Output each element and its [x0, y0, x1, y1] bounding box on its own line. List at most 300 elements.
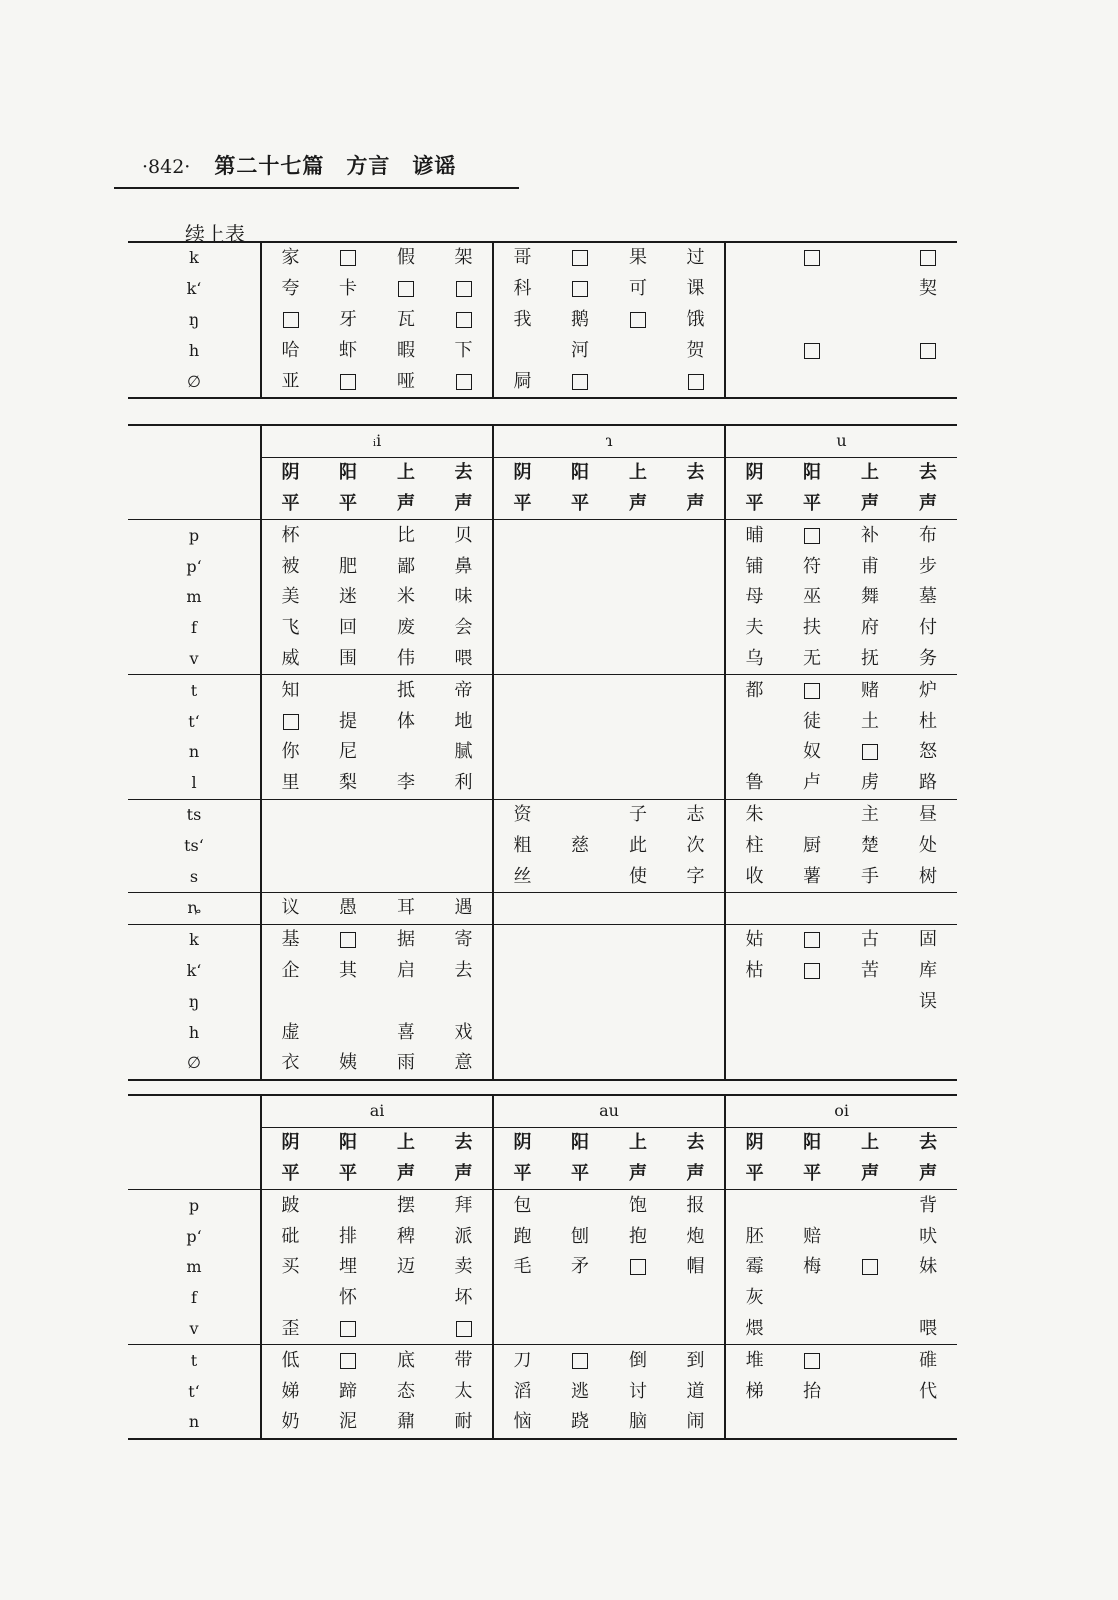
initial-label: k — [128, 924, 261, 955]
table-row — [128, 1048, 957, 1080]
char-cell — [551, 861, 609, 892]
missing-char-box-icon — [340, 932, 356, 948]
initial-label: t — [128, 1345, 261, 1376]
char-cell: 态 — [397, 1380, 415, 1402]
char-cell: 娣 — [261, 1376, 319, 1407]
char-cell — [783, 986, 841, 1017]
char-cell — [841, 1190, 899, 1221]
char-cell — [667, 644, 725, 675]
char-cell: 利 — [454, 772, 473, 794]
char-cell — [783, 305, 841, 336]
char-cell: 恼 — [493, 1407, 551, 1439]
char-cell: 树 — [919, 865, 938, 887]
char-cell — [551, 1017, 609, 1048]
char-cell — [725, 986, 783, 1017]
char-cell: 姨 — [319, 1048, 377, 1080]
tone-label: 阳 — [803, 462, 822, 484]
char-cell: 铺 — [725, 551, 783, 582]
char-cell: 太 — [454, 1380, 473, 1402]
missing-char-box-icon — [630, 1259, 646, 1275]
char-cell: 跷 — [551, 1407, 609, 1439]
table-row — [128, 830, 957, 861]
char-cell: 跛 — [261, 1190, 319, 1221]
tone-label: 声 — [377, 489, 435, 520]
char-cell: 苦 — [861, 959, 880, 981]
missing-char-box — [261, 305, 319, 336]
char-cell: 果 — [609, 242, 667, 274]
char-cell — [435, 986, 493, 1017]
char-cell: 库 — [919, 959, 938, 981]
char-cell — [783, 1407, 841, 1439]
char-cell: 粗 — [493, 830, 551, 861]
char-cell: 夸 — [261, 274, 319, 305]
char-cell: 带 — [435, 1345, 493, 1376]
char-cell — [725, 366, 783, 398]
char-cell — [551, 892, 609, 924]
char-cell: 舞 — [861, 586, 880, 608]
page-number: ·842· — [142, 156, 191, 178]
char-cell — [899, 1017, 957, 1048]
missing-char-box — [783, 520, 841, 551]
missing-char-box-icon — [572, 281, 588, 297]
final-header: oi — [725, 1095, 957, 1127]
char-cell — [841, 366, 899, 398]
tone-label: 平 — [493, 1159, 551, 1190]
char-cell — [319, 675, 377, 706]
char-cell: 手 — [861, 865, 880, 887]
missing-char-box-icon — [920, 343, 936, 359]
char-cell: 耳 — [377, 892, 435, 924]
tone-label: 平 — [551, 489, 609, 520]
tone-label: 声 — [841, 489, 899, 520]
char-cell: 碓 — [899, 1345, 957, 1376]
tone-label: 声 — [609, 1159, 667, 1190]
char-cell — [841, 892, 899, 924]
char-cell — [667, 706, 725, 737]
char-cell — [609, 520, 667, 551]
missing-char-box — [609, 305, 667, 336]
char-cell: 赌 — [841, 675, 899, 706]
char-cell: 贝 — [454, 524, 473, 546]
char-cell — [667, 613, 725, 644]
char-cell: 可 — [629, 278, 647, 300]
dialect-table-2 — [128, 424, 957, 1081]
char-cell: 路 — [919, 772, 938, 794]
missing-char-box-icon — [804, 250, 820, 266]
char-cell: 屙 — [493, 366, 551, 398]
tone-label: 阴 — [493, 1127, 551, 1158]
char-cell — [261, 799, 319, 830]
char-cell: 卡 — [339, 278, 357, 300]
char-cell — [609, 644, 667, 675]
char-cell: 背 — [919, 1194, 938, 1216]
missing-char-box-icon — [804, 528, 820, 544]
missing-char-box-icon — [398, 281, 414, 297]
tone-label: 去 — [686, 1132, 705, 1154]
char-cell — [493, 956, 551, 987]
dialect-table-3 — [128, 1094, 957, 1440]
char-cell: 伟 — [397, 647, 415, 669]
tone-label: 声 — [609, 489, 667, 520]
table-row — [128, 1283, 957, 1314]
char-cell — [551, 1314, 609, 1345]
char-cell: 比 — [397, 524, 415, 546]
tone-label: 上 — [861, 1132, 880, 1154]
char-cell — [377, 1283, 435, 1314]
char-cell: 煨 — [725, 1314, 783, 1345]
char-cell: 奶 — [261, 1407, 319, 1439]
char-cell: 代 — [919, 1380, 938, 1402]
char-cell: 逃 — [571, 1380, 590, 1402]
char-cell — [551, 768, 609, 799]
char-cell: 喂 — [919, 1317, 938, 1339]
char-cell: 知 — [261, 675, 319, 706]
tone-label: 平 — [319, 489, 377, 520]
char-cell — [493, 520, 551, 551]
char-cell — [551, 613, 609, 644]
char-cell: 母 — [725, 582, 783, 613]
char-cell — [841, 274, 899, 305]
table-row — [128, 274, 957, 305]
char-cell — [493, 551, 551, 582]
char-cell: 河 — [571, 339, 589, 361]
char-cell: 帽 — [686, 1256, 705, 1278]
table-row — [128, 1407, 957, 1439]
char-cell — [783, 1017, 841, 1048]
tone-label: 去 — [919, 1132, 938, 1154]
char-cell: 徒 — [803, 710, 822, 732]
dialect-table-1 — [128, 241, 957, 399]
missing-char-box-icon — [920, 250, 936, 266]
table-row — [128, 924, 957, 955]
char-cell: 杯 — [261, 520, 319, 551]
initial-label: l — [191, 773, 197, 793]
char-cell — [783, 1190, 841, 1221]
char-cell — [725, 737, 783, 768]
char-cell: 稗 — [397, 1225, 415, 1247]
initial-label: v — [189, 1318, 199, 1338]
char-cell — [551, 706, 609, 737]
char-cell — [609, 956, 667, 987]
char-cell — [551, 986, 609, 1017]
char-cell: 梨 — [339, 772, 357, 794]
char-cell: 歪 — [261, 1314, 319, 1345]
char-cell: 贺 — [686, 339, 705, 361]
char-cell: 柱 — [725, 830, 783, 861]
char-cell — [841, 1376, 899, 1407]
tone-label: 阳 — [571, 462, 590, 484]
char-cell — [551, 924, 609, 955]
char-cell: 意 — [435, 1048, 493, 1080]
char-cell — [899, 1048, 957, 1080]
char-cell: 资 — [493, 799, 551, 830]
tone-label: 阳 — [339, 462, 357, 484]
char-cell: 墓 — [919, 586, 938, 608]
char-cell: 愚 — [319, 892, 377, 924]
tone-label: 声 — [841, 1159, 899, 1190]
char-cell: 倒 — [609, 1345, 667, 1376]
char-cell: 胚 — [725, 1221, 783, 1252]
missing-char-box-icon — [283, 312, 299, 328]
missing-char-box — [551, 1345, 609, 1376]
char-cell: 议 — [261, 892, 319, 924]
char-cell — [899, 1283, 957, 1314]
initial-label: s — [189, 866, 199, 886]
initial-label: k — [128, 242, 261, 274]
header-rule — [114, 187, 519, 189]
missing-char-box-icon — [456, 281, 472, 297]
table-row — [128, 644, 957, 675]
missing-char-box — [435, 366, 493, 398]
missing-char-box — [377, 274, 435, 305]
tone-label: 阴 — [493, 457, 551, 488]
char-cell: 脑 — [609, 1407, 667, 1439]
char-cell: 买 — [261, 1252, 319, 1283]
final-header: au — [493, 1095, 725, 1127]
char-cell — [725, 1190, 783, 1221]
missing-char-box — [261, 706, 319, 737]
char-cell: 提 — [339, 710, 357, 732]
missing-char-box — [435, 305, 493, 336]
char-cell: 步 — [919, 555, 938, 577]
char-cell — [725, 274, 783, 305]
initial-label: tʻ — [188, 711, 200, 731]
missing-char-box-icon — [804, 963, 820, 979]
char-cell: 误 — [919, 990, 938, 1012]
char-cell — [493, 1017, 551, 1048]
char-cell: 假 — [377, 242, 435, 274]
char-cell: 霉 — [725, 1252, 783, 1283]
tone-label: 去 — [454, 1132, 473, 1154]
char-cell — [493, 737, 551, 768]
char-cell: 地 — [454, 710, 473, 732]
missing-char-box-icon — [862, 744, 878, 760]
table-row — [128, 1252, 957, 1283]
char-cell: 付 — [919, 617, 938, 639]
char-cell — [435, 799, 493, 830]
final-header: ɿ — [493, 425, 725, 457]
table-row — [128, 861, 957, 892]
char-cell: 虚 — [261, 1017, 319, 1048]
char-cell — [609, 582, 667, 613]
char-cell: 哥 — [493, 242, 551, 274]
missing-char-box-icon — [804, 683, 820, 699]
char-cell: 甫 — [861, 555, 880, 577]
char-cell — [667, 1048, 725, 1080]
char-cell — [609, 706, 667, 737]
char-cell — [725, 892, 783, 924]
char-cell: 埋 — [339, 1256, 357, 1278]
initial-label: pʻ — [186, 1226, 202, 1246]
char-cell — [783, 366, 841, 398]
char-cell: 都 — [725, 675, 783, 706]
char-cell: 派 — [454, 1225, 473, 1247]
missing-char-box — [319, 1314, 377, 1345]
char-cell: 排 — [339, 1225, 357, 1247]
char-cell — [667, 956, 725, 987]
char-cell: 迷 — [339, 586, 357, 608]
char-cell: 符 — [803, 555, 822, 577]
tone-label: 声 — [899, 1159, 957, 1190]
char-cell — [493, 892, 551, 924]
char-cell: 体 — [397, 710, 415, 732]
char-cell — [319, 799, 377, 830]
char-cell — [899, 1407, 957, 1439]
char-cell — [841, 1345, 899, 1376]
initial-label: ∅ — [128, 366, 261, 398]
tone-label: 平 — [261, 489, 319, 520]
table-row — [128, 706, 957, 737]
char-cell — [725, 1017, 783, 1048]
missing-char-box-icon — [340, 1321, 356, 1337]
char-cell: 薯 — [803, 865, 822, 887]
tone-label: 平 — [725, 1159, 783, 1190]
char-cell — [551, 582, 609, 613]
table-row — [128, 675, 957, 706]
char-cell: 楚 — [861, 834, 880, 856]
char-cell: 寄 — [435, 924, 493, 955]
tone-label: 上 — [629, 462, 648, 484]
char-cell: 主 — [841, 799, 899, 830]
tone-label: 去 — [919, 462, 938, 484]
tone-label: 上 — [397, 1132, 415, 1154]
char-cell: 姑 — [725, 924, 783, 955]
missing-char-box — [783, 924, 841, 955]
table-row — [128, 582, 957, 613]
char-cell — [319, 830, 377, 861]
char-cell: 处 — [919, 834, 938, 856]
char-cell — [609, 366, 667, 398]
char-cell — [725, 1048, 783, 1080]
missing-char-box — [783, 956, 841, 987]
char-cell: 补 — [861, 524, 880, 546]
char-cell — [551, 1190, 609, 1221]
char-cell — [551, 675, 609, 706]
missing-char-box-icon — [340, 374, 356, 390]
char-cell — [493, 335, 551, 366]
char-cell — [609, 1048, 667, 1080]
initial-label: pʻ — [186, 556, 202, 576]
char-cell: 灰 — [725, 1283, 783, 1314]
char-cell — [551, 1048, 609, 1080]
char-cell: 底 — [377, 1345, 435, 1376]
char-cell — [609, 1314, 667, 1345]
tone-label: 声 — [377, 1159, 435, 1190]
char-cell: 收 — [725, 861, 783, 892]
char-cell — [667, 768, 725, 799]
tone-label: 上 — [629, 1132, 648, 1154]
tone-label: 平 — [725, 489, 783, 520]
char-cell: 据 — [377, 924, 435, 955]
char-cell: 家 — [261, 242, 319, 274]
char-cell: 抱 — [629, 1225, 648, 1247]
char-cell: 虾 — [339, 339, 357, 361]
char-cell — [551, 551, 609, 582]
char-cell — [609, 892, 667, 924]
table-row — [128, 799, 957, 830]
char-cell: 晡 — [725, 520, 783, 551]
corner-cell — [128, 425, 261, 520]
tone-label: 平 — [551, 1159, 609, 1190]
missing-char-box-icon — [340, 1353, 356, 1369]
table-row — [128, 613, 957, 644]
char-cell: 字 — [686, 865, 705, 887]
char-cell: 慈 — [571, 834, 590, 856]
initial-label: ŋ — [188, 991, 200, 1011]
char-cell: 暇 — [397, 339, 415, 361]
char-cell: 妹 — [919, 1256, 938, 1278]
char-cell — [725, 335, 783, 366]
char-cell: 巫 — [803, 586, 822, 608]
char-cell — [493, 675, 551, 706]
running-header — [142, 150, 456, 180]
char-cell — [667, 986, 725, 1017]
char-cell — [493, 1283, 551, 1314]
initial-label: ŋ — [188, 309, 200, 329]
char-cell: 企 — [261, 956, 319, 987]
char-cell — [841, 1407, 899, 1439]
char-cell: 矛 — [571, 1256, 590, 1278]
char-cell: 堆 — [725, 1345, 783, 1376]
char-cell: 哑 — [377, 366, 435, 398]
missing-char-box-icon — [456, 1321, 472, 1337]
char-cell — [667, 1314, 725, 1345]
char-cell: 鲁 — [725, 768, 783, 799]
char-cell — [319, 1190, 377, 1221]
char-cell — [841, 1048, 899, 1080]
char-cell: 启 — [397, 959, 415, 981]
missing-char-box-icon — [456, 374, 472, 390]
finals-header-row — [128, 425, 957, 457]
char-cell — [841, 1314, 899, 1345]
table-row — [128, 1017, 957, 1048]
table-row — [128, 1221, 957, 1252]
tone-label: 阴 — [725, 457, 783, 488]
char-cell: 废 — [397, 617, 415, 639]
initial-label: kʻ — [186, 279, 202, 299]
char-cell: 帝 — [435, 675, 493, 706]
tone-label: 平 — [261, 1159, 319, 1190]
table-row — [128, 768, 957, 799]
char-cell: 飞 — [261, 613, 319, 644]
char-cell: 古 — [841, 924, 899, 955]
char-cell — [435, 861, 493, 892]
char-cell: 固 — [899, 924, 957, 955]
missing-char-box — [899, 242, 957, 274]
char-cell — [609, 551, 667, 582]
missing-char-box — [841, 1252, 899, 1283]
char-cell: 戏 — [454, 1021, 473, 1043]
char-cell: 滔 — [493, 1376, 551, 1407]
char-cell: 扶 — [803, 617, 822, 639]
char-cell — [667, 737, 725, 768]
initial-label: n — [128, 1407, 261, 1439]
char-cell: 跑 — [493, 1221, 551, 1252]
char-cell: 围 — [339, 647, 357, 669]
char-cell: 抬 — [803, 1380, 822, 1402]
initial-label: tsʻ — [184, 835, 204, 855]
char-cell — [667, 1283, 725, 1314]
char-cell — [783, 1048, 841, 1080]
initial-label: kʻ — [186, 960, 202, 980]
char-cell — [435, 830, 493, 861]
char-cell: 奴 — [803, 741, 822, 763]
table-row — [128, 335, 957, 366]
char-cell — [551, 956, 609, 987]
char-cell: 契 — [919, 278, 937, 300]
table-row — [128, 305, 957, 336]
table-row — [128, 1376, 957, 1407]
